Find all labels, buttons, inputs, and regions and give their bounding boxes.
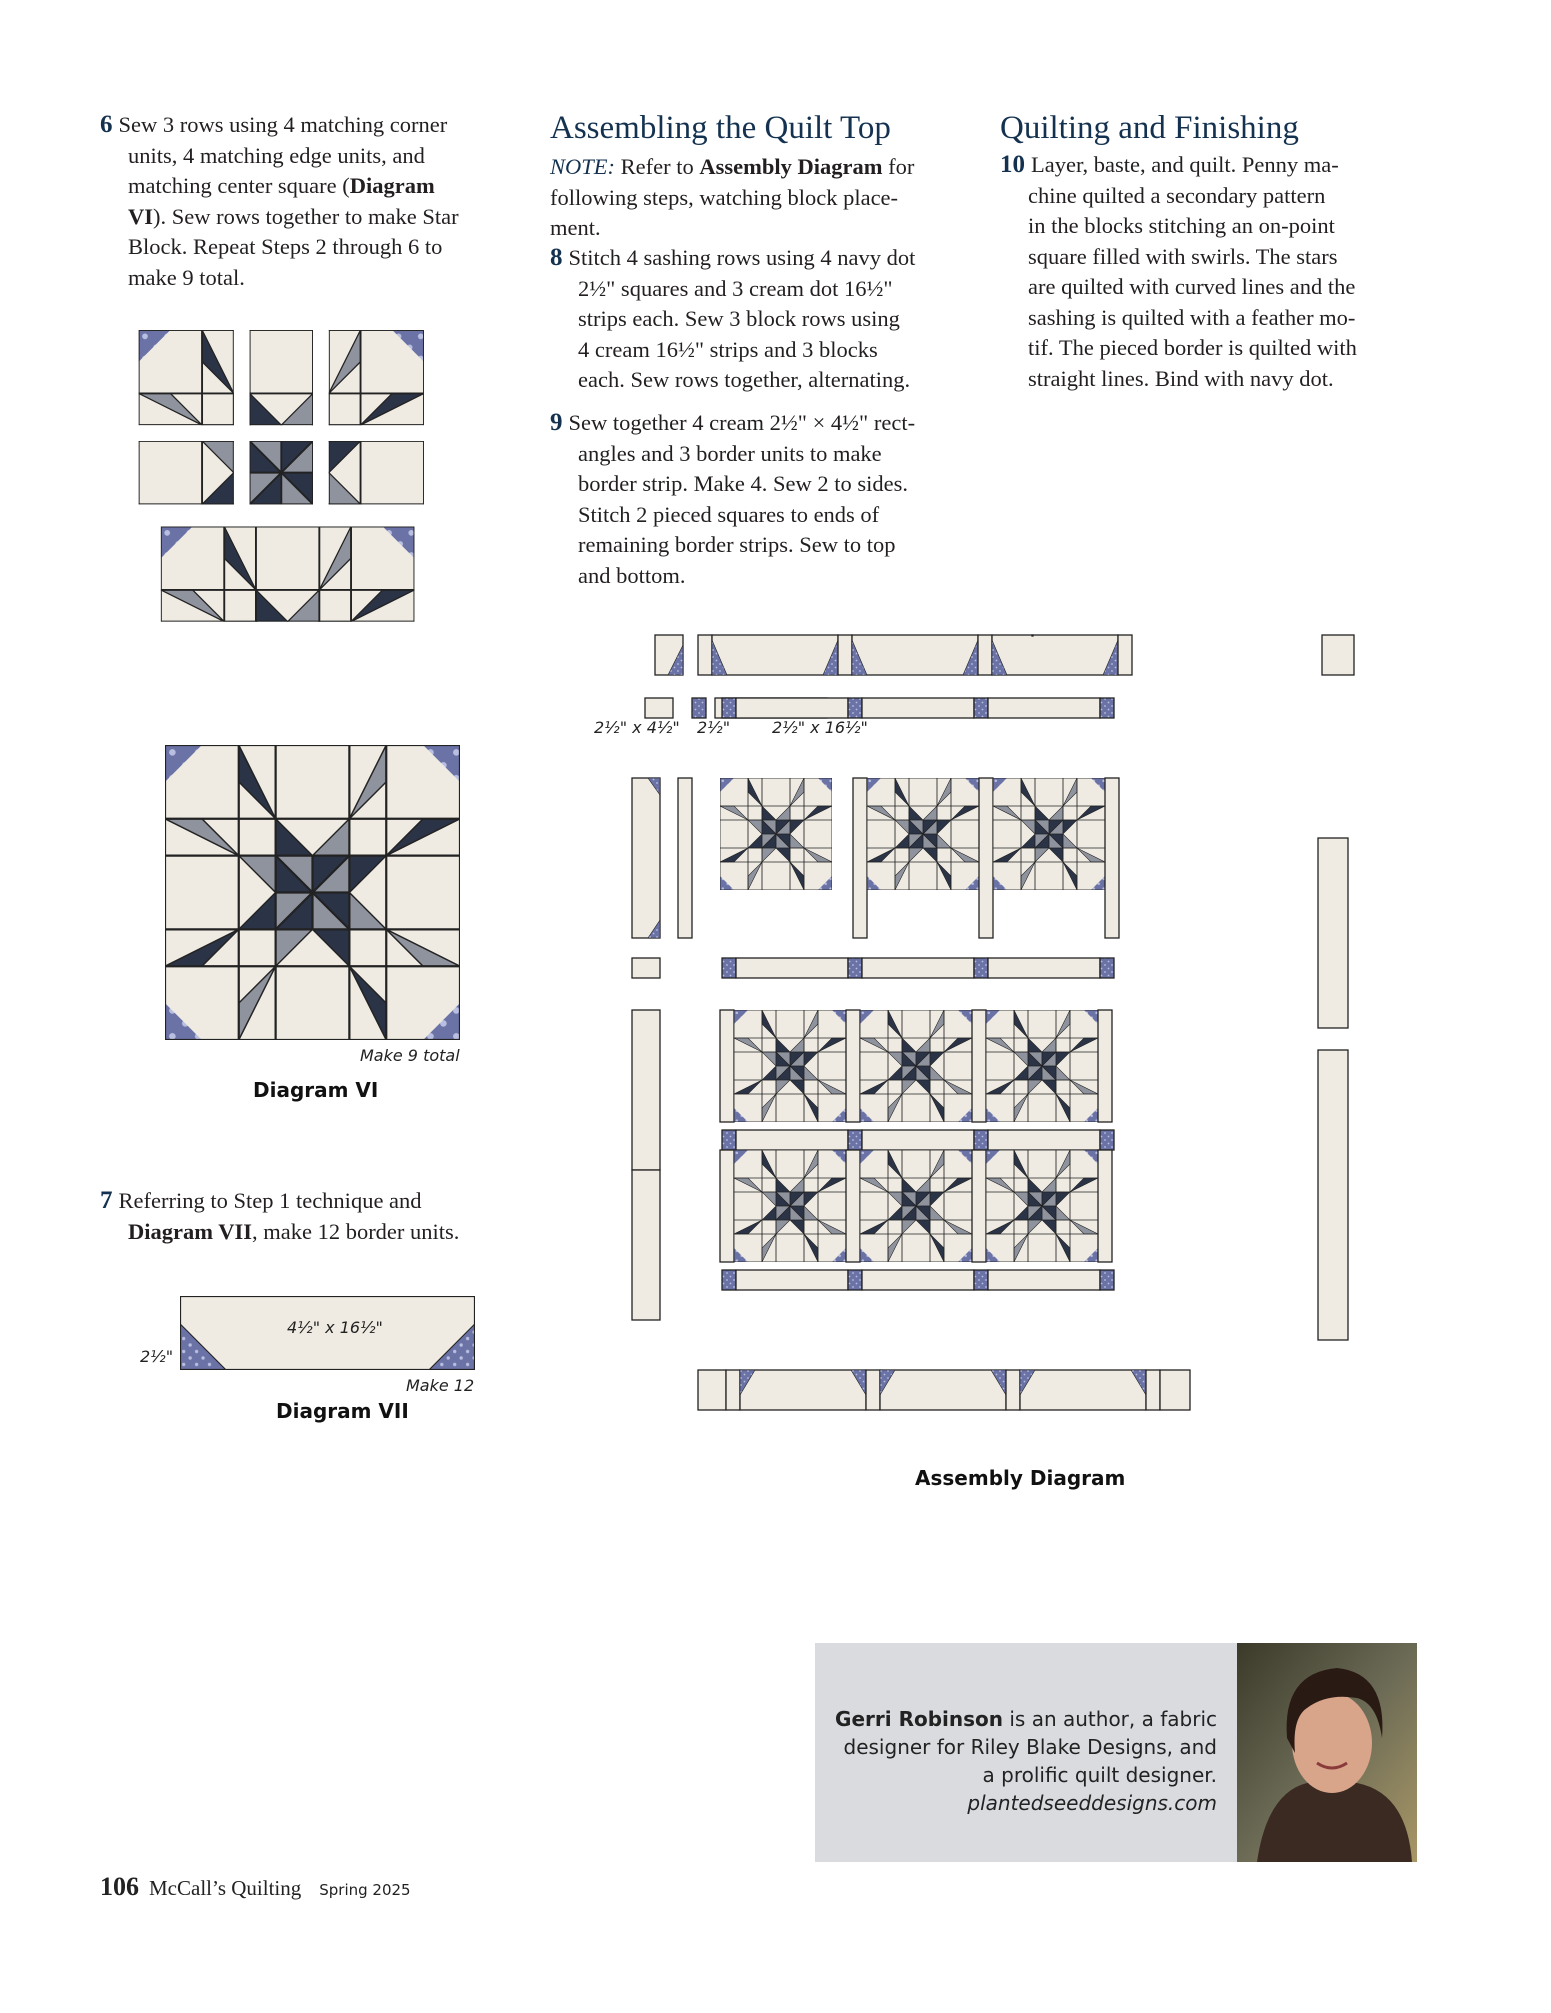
diagram-7-note: Make 12 xyxy=(406,1376,475,1395)
navy-dot-square xyxy=(722,1270,736,1290)
step-8 xyxy=(550,243,990,396)
step-text: chine quilted a secondary pattern xyxy=(1028,182,1326,208)
author-name: Gerri Robinson xyxy=(835,1707,1004,1731)
border-unit xyxy=(1020,1370,1146,1410)
sashing-strip xyxy=(736,1270,848,1290)
step-text: Referring to Step 1 technique and xyxy=(118,1188,422,1213)
step-text: each. Sew rows together, alternating. xyxy=(578,367,911,392)
section-heading-assembling: Assembling the Quilt Top xyxy=(550,110,891,146)
note-label: NOTE: xyxy=(550,154,616,179)
step-text: Stitch 2 pieced squares to ends of xyxy=(578,501,880,527)
dimension-label: 2½" x 16½" xyxy=(772,718,868,737)
pieced-square xyxy=(1322,635,1354,675)
side-border-unit xyxy=(632,1010,660,1170)
step-9 xyxy=(550,408,990,591)
diagram-6-exploded xyxy=(138,330,488,685)
author-bio xyxy=(797,1705,1217,1817)
step-text: make 9 total. xyxy=(128,264,245,290)
navy-dot-square xyxy=(1100,698,1114,718)
step-number: 10 xyxy=(1000,151,1025,178)
sashing-strip xyxy=(1098,1010,1112,1122)
step-text: are quilted with curved lines and the xyxy=(1028,274,1356,299)
navy-dot-square xyxy=(722,1130,736,1150)
step-text: 2½" squares and 3 cream dot 16½" xyxy=(578,275,893,301)
sashing-strip xyxy=(846,1150,860,1262)
diagram-6-note: Make 9 total xyxy=(360,1046,460,1065)
bio-text: is an author, a fabric xyxy=(1003,1707,1217,1731)
page-number: 106 xyxy=(100,1872,139,1901)
pieced-square xyxy=(1160,1370,1190,1410)
navy-dot-square xyxy=(692,698,706,718)
star-block xyxy=(734,1010,846,1122)
side-border-unit xyxy=(632,778,660,938)
sashing-strip xyxy=(720,1010,734,1122)
note-text: following steps, watching block place- xyxy=(550,184,899,210)
star-block xyxy=(986,1010,1098,1122)
diagram-ref: Diagram VII xyxy=(128,1218,252,1244)
cream-rectangle xyxy=(726,1370,740,1410)
note-text: for xyxy=(882,154,915,179)
border-unit xyxy=(712,635,838,675)
bio-text: designer for Riley Blake Designs, and xyxy=(843,1735,1217,1759)
diagram-ref: Assembly Diagram xyxy=(699,154,883,179)
cream-rectangle xyxy=(1118,635,1132,675)
author-photo xyxy=(1237,1643,1417,1862)
step-text: in the blocks stitching an on-point xyxy=(1028,213,1335,238)
diagram-7-caption: Diagram VII xyxy=(276,1399,409,1423)
step-number: 6 xyxy=(100,111,113,138)
step-text: square filled with swirls. The stars xyxy=(1028,243,1338,269)
step-text: Block. Repeat Steps 2 through 6 to xyxy=(128,234,443,259)
star-block xyxy=(734,1150,846,1262)
step-text: and bottom. xyxy=(578,562,686,588)
sashing-strip xyxy=(1098,1150,1112,1262)
sashing-strip xyxy=(862,958,974,978)
note-text: ment. xyxy=(550,215,601,240)
issue-date: Spring 2025 xyxy=(319,1881,411,1899)
page-footer xyxy=(100,1872,411,1902)
cream-rectangle xyxy=(1006,1370,1020,1410)
x xyxy=(1032,635,1033,636)
star-block xyxy=(993,778,1105,890)
step-text: ). Sew rows together to make Star xyxy=(153,203,459,229)
step-text: sashing is quilted with a feather mo- xyxy=(1028,304,1356,330)
pieced-square xyxy=(698,1370,726,1410)
cream-rectangle xyxy=(866,1370,880,1410)
cream-rectangle-piece xyxy=(645,698,673,718)
step-text: strips each. Sew 3 block rows using xyxy=(578,306,900,331)
sashing-strip xyxy=(720,1150,734,1262)
author-website[interactable]: plantedseeddesigns.com xyxy=(967,1791,1217,1815)
sashing-strip xyxy=(862,1130,974,1150)
step-text: straight lines. Bind with navy dot. xyxy=(1028,365,1334,391)
cream-rectangle xyxy=(698,635,712,675)
author-bio-box xyxy=(815,1643,1237,1862)
step-text: , make 12 border units. xyxy=(251,1218,460,1244)
step-number: 8 xyxy=(550,244,563,271)
side-border-unit xyxy=(1318,838,1348,1028)
navy-dot-square xyxy=(1100,958,1114,978)
sashing-strip xyxy=(988,1130,1100,1150)
sashing-strip xyxy=(979,778,993,938)
navy-dot-square xyxy=(722,698,736,718)
sashing-strip xyxy=(862,698,974,718)
cream-strip xyxy=(678,778,692,938)
step-6 xyxy=(100,110,520,293)
note-text: Refer to xyxy=(615,154,700,179)
step-text: remaining border strips. Sew to top xyxy=(578,532,896,557)
sashing-strip xyxy=(972,1010,986,1122)
cream-rectangle xyxy=(838,635,852,675)
bio-text: a prolific quilt designer. xyxy=(982,1763,1217,1787)
diagram-ref: Diagram xyxy=(349,173,435,198)
border-unit xyxy=(880,1370,1006,1410)
cream-rectangle xyxy=(978,635,992,675)
step-text: tif. The pieced border is quilted with xyxy=(1028,335,1357,360)
star-block xyxy=(165,745,460,1040)
sashing-strip xyxy=(736,958,848,978)
sashing-strip xyxy=(988,1270,1100,1290)
dimension-label: 2½" x 4½" xyxy=(594,718,680,737)
step-text: Sew together 4 cream 2½" × 4½" rect- xyxy=(568,410,916,435)
star-block xyxy=(860,1010,972,1122)
navy-dot-square xyxy=(1100,1130,1114,1150)
step-text: Stitch 4 sashing rows using 4 navy dot xyxy=(568,245,916,270)
side-border-unit xyxy=(1318,1050,1348,1340)
step-text: Layer, baste, and quilt. Penny ma- xyxy=(1031,152,1339,177)
side-border-unit xyxy=(632,1170,660,1320)
cream-rectangle xyxy=(632,958,660,978)
step-number: 7 xyxy=(100,1187,113,1214)
step-number: 9 xyxy=(550,409,563,436)
step-10 xyxy=(1000,150,1430,394)
step-7 xyxy=(100,1186,530,1247)
section-heading-quilting: Quilting and Finishing xyxy=(1000,110,1299,146)
navy-dot-square xyxy=(848,1270,862,1290)
cream-rectangle xyxy=(1146,1370,1160,1410)
sashing-strip xyxy=(862,1270,974,1290)
assembly-diagram-caption: Assembly Diagram xyxy=(915,1466,1126,1490)
step-text: border strip. Make 4. Sew 2 to sides. xyxy=(578,471,908,496)
border-unit xyxy=(992,635,1118,675)
navy-dot-square xyxy=(1100,1270,1114,1290)
sashing-strip xyxy=(972,1150,986,1262)
navy-dot-square xyxy=(974,1270,988,1290)
navy-dot-square xyxy=(974,958,988,978)
border-unit xyxy=(740,1370,866,1410)
assembly-diagram xyxy=(620,620,1360,1450)
sashing-strip xyxy=(853,778,867,938)
sashing-strip xyxy=(736,1130,848,1150)
step-text: 4 cream 16½" strips and 3 blocks xyxy=(578,336,878,362)
step-text: matching center square ( xyxy=(128,173,350,198)
navy-dot-square xyxy=(974,698,988,718)
star-block xyxy=(867,778,979,890)
assembly-note xyxy=(550,152,990,244)
star-block xyxy=(720,778,832,890)
step-text: Sew 3 rows using 4 matching corner xyxy=(118,112,448,137)
navy-dot-square xyxy=(848,958,862,978)
border-unit xyxy=(852,635,978,675)
navy-dot-square xyxy=(848,1130,862,1150)
sashing-strip xyxy=(846,1010,860,1122)
navy-dot-square xyxy=(974,1130,988,1150)
sashing-strip xyxy=(736,698,848,718)
diagram-6-caption: Diagram VI xyxy=(253,1078,379,1102)
navy-dot-square xyxy=(722,958,736,978)
sewn-row xyxy=(161,527,415,685)
diagram-ref: VI xyxy=(128,203,154,229)
magazine-name: McCall’s Quilting xyxy=(149,1876,302,1900)
sashing-strip xyxy=(988,698,1100,718)
star-block xyxy=(986,1150,1098,1262)
sashing-strip xyxy=(1105,778,1119,938)
navy-dot-square xyxy=(848,698,862,718)
sashing-strip xyxy=(988,958,1100,978)
size-label: 4½" x 16½" xyxy=(287,1318,383,1337)
step-text: units, 4 matching edge units, and xyxy=(128,142,425,168)
step-text: angles and 3 border units to make xyxy=(578,440,882,466)
corner-size-label: 2½" xyxy=(140,1347,174,1366)
star-block xyxy=(860,1150,972,1262)
dimension-label: 2½" xyxy=(697,718,731,737)
